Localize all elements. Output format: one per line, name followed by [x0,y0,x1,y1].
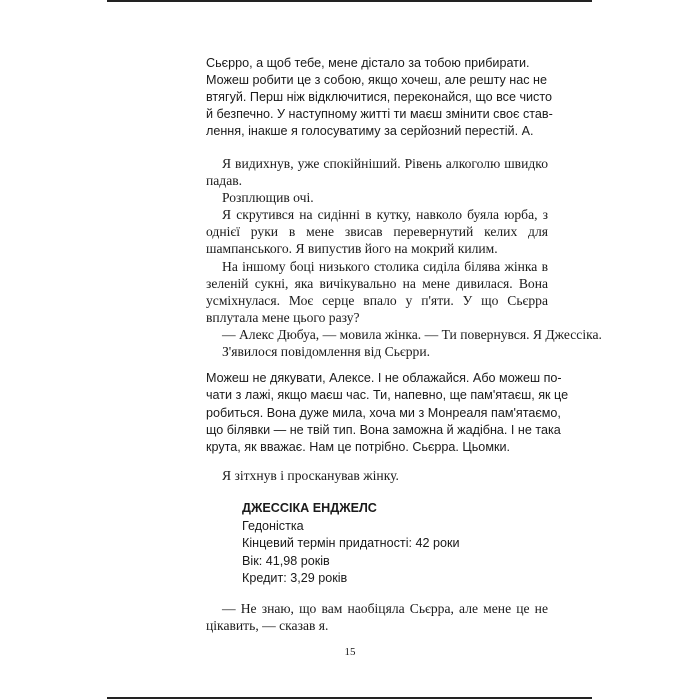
page-number: 15 [344,646,356,658]
profile-name: ДЖЕССІКА ЕНДЖЕЛС [242,501,377,515]
message-line: Можеш не дякувати, Алексе. І не облажайся. Або можеш по- [206,371,562,385]
bottom-rule [107,697,592,699]
message-line: Можеш робити це з собою, якщо хочеш, але решту нас не [206,73,548,87]
message-line: Сьєрро, а щоб тебе, мене дістало за тобою прибирати. [206,56,530,70]
paragraph: На іншому боці низького столика сиділа білява жінка в зеленій сукні, яка вичікувально на мене дивилася. Вона усміхнулася. Моє серце впало у п'яти. У що Сьєрра вплутала мене цього разу? [206,258,548,325]
message-line: що білявки — не твій тип. Вона заможна й жадібна. І не така [206,422,561,437]
narrative-block-2 [206,467,548,484]
message-line: крута, як вважає. Нам це потрібно. Сьєрра. Цьомки. [206,440,511,455]
profile-age: Вік: 41,98 років [242,553,330,568]
profile-role: Гедоністка [242,518,304,533]
message-line: лення, інакше я голосуватиму за серйозний перестій. А. [206,124,534,138]
paragraph: — Алекс Дюбуа, — мовила жінка. — Ти повернувся. Я Джессіка. [222,326,602,342]
paragraph: Я скрутився на сидінні в кутку, навколо буяла юрба, з однієї руки в мене звисав перевернутий келих для шампанського. Я випустив його на мокрий килим. [206,207,548,257]
paragraph: Я зітхнув і просканував жінку. [222,468,399,483]
profile-expiry: Кінцевий термін придатності: 42 роки [242,536,460,550]
narrative-block-1 [206,155,602,360]
message-line: чати з лажі, якщо маєш час. Ти, напевно, ще пам'ятаєш, як це [206,388,569,403]
narrative-block-3 [206,600,548,634]
top-rule [107,0,592,2]
paragraph: З'явилося повідомлення від Сьєрри. [222,344,431,360]
message-line: робиться. Вона дуже мила, хоча ми з Монреаля пам'ятаємо, [206,405,561,420]
message-line: втягуй. Перш ніж відключитися, переконайся, що все чисто [206,90,552,104]
message-block-1 [206,55,553,140]
profile-credit: Кредит: 3,29 років [242,571,348,585]
message-block-2 [206,370,569,456]
paragraph: Я видихнув, уже спокійніший. Рівень алкоголю швидко падав. [206,156,548,189]
paragraph: — Не знаю, що вам наобіцяла Сьєрра, але мене це не цікавить, — сказав я. [206,601,548,633]
paragraph: Розплющив очі. [222,190,314,206]
profile-card [242,500,542,588]
message-line: й безпечно. У наступному житті ти маєш змінити своє став- [206,107,553,121]
